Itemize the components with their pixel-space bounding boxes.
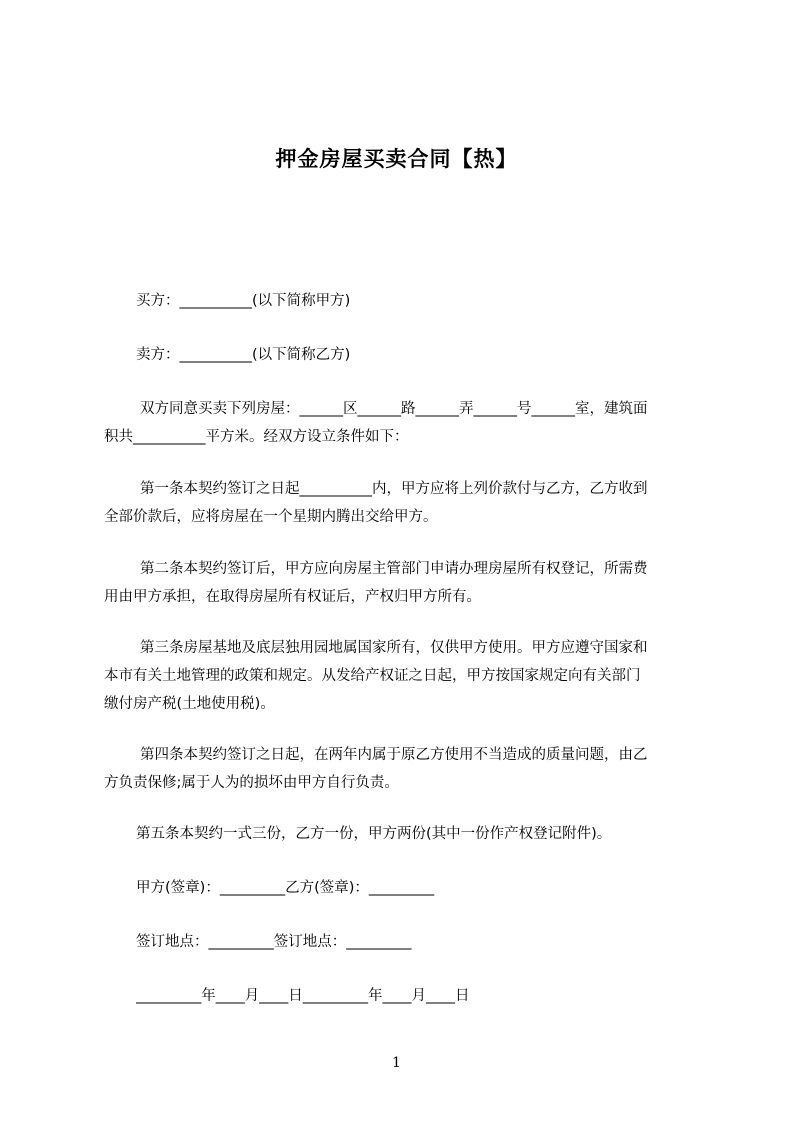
seller-line-text: 卖方：__________(以下简称乙方) [136, 347, 351, 363]
date-line [104, 982, 736, 1010]
seller-line [104, 341, 736, 369]
paragraph-line: 积共__________平方米。经双方设立条件如下： [104, 429, 409, 445]
paragraph-line: 用由甲方承担，在取得房屋所有权证后，产权归甲方所有。 [104, 589, 481, 605]
document-title: 押金房屋买卖合同【热】 [275, 147, 518, 171]
date-line-text: _________年____月____日_________年____月____日 [136, 988, 470, 1004]
signature-line [104, 874, 736, 902]
paragraph-line: 第二条本契约签订后，甲方应向房屋主管部门申请办理房屋所有权登记，所需费 [140, 561, 648, 577]
article-5 [104, 820, 736, 848]
signing-place-text: 签订地点：_________签订地点：_________ [136, 934, 412, 950]
paragraph-line: 本市有关土地管理的政策和规定。从发给产权证之日起，甲方按国家规定向有关部门 [104, 668, 641, 684]
paragraph-line: 第一条本契约签订之日起__________内，甲方应将上列价款付与乙方，乙方收到 [140, 481, 648, 497]
paragraph-line: 双方同意买卖下列房屋：______区______路______弄______号______室，建筑面 [140, 401, 648, 417]
article-1 [104, 475, 704, 531]
paragraph-line: 第三条房屋基地及底层独用园地属国家所有，仅供甲方使用。甲方应遵守国家和 [140, 640, 648, 656]
buyer-line-text: 买方：__________(以下简称甲方) [136, 293, 351, 309]
signature-line-text: 甲方(签章)：_________乙方(签章)：_________ [136, 880, 435, 896]
buyer-line [104, 287, 736, 315]
paragraph-line: 全部价款后，应将房屋在一个星期内腾出交给甲方。 [104, 509, 438, 525]
signing-place-line [104, 928, 736, 956]
article-3 [104, 634, 704, 718]
article-4 [104, 741, 704, 797]
paragraph-line: 方负责保修;属于人为的损坏由甲方自行负责。 [104, 775, 399, 791]
intro-paragraph [104, 395, 704, 451]
paragraph-line: 第四条本契约签订之日起，在两年内属于原乙方使用不当造成的质量问题，由乙 [140, 747, 648, 763]
paragraph-line: 第五条本契约一式三份，乙方一份，甲方两份(其中一份作产权登记附件)。 [136, 826, 612, 842]
page-number: 1 [392, 1055, 401, 1071]
article-2 [104, 555, 704, 611]
paragraph-line: 缴付房产税(土地使用税)。 [104, 696, 275, 712]
